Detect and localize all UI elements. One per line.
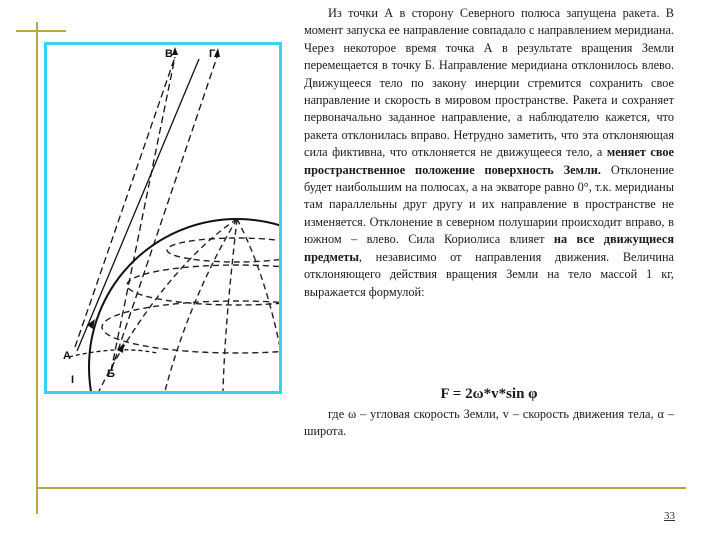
label-a: А [63, 350, 71, 362]
text-part-2: Отклонение будет наибольшим на полюсах, а на экваторе равно 0°, т.к. меридианы там параллельны друг другу и их направление в пространстве не изменяется. Отклонение в северном полушарии происходит вправо, в южном – влево. Сила Кориолиса влияет [304, 162, 674, 247]
frame-bottom-line [36, 487, 686, 489]
globe-diagram [47, 45, 279, 391]
line-a-g [77, 59, 199, 351]
frame-top-line [16, 30, 66, 32]
formula-explanation: где ω – угловая скорость Земли, v – скорость движения тела, α – широта. [304, 407, 674, 439]
parallel-1 [167, 238, 279, 262]
text-bold-1: меняет свое пространственное положение поверхность Земли. [304, 145, 674, 177]
line-b-v [111, 57, 175, 371]
label-g: Г [209, 48, 216, 60]
label-v: В [165, 48, 173, 60]
arc-a-b [69, 350, 157, 357]
text-bold-2: на все движущиеся предметы [304, 232, 674, 264]
main-paragraph [304, 5, 674, 301]
label-i: I [71, 374, 75, 386]
label-b: Б [107, 368, 115, 380]
text-part-1: Из точки А в сторону Северного полюса запущена ракета. В момент запуска ее направление совпадало с направлением меридиана. Через некоторое время точка А в результате вращения Земли перемещается в точку Б. Направление меридиана отклонилось влево. Движущееся тело по закону инерции стремится сохранить свое направление и скорость в мировом пространстве. Ракета и сохраняет первоначально заданное направление, а наблюдателю кажется, что ракета отклонилась вправо. Нетрудно заметить, что эта отклоняющая сила фиктивна, что отклоняется не движущееся тело, а [304, 6, 674, 160]
page-number: 33 [664, 510, 675, 522]
globe-figure [44, 42, 282, 394]
main-text [304, 5, 674, 301]
line-b-g [111, 57, 217, 371]
coriolis-formula: F = 2ω*v*sin φ [440, 386, 538, 402]
frame-left-line [36, 22, 38, 514]
parallel-3 [102, 301, 279, 353]
text-part-3: , независимо от направления движения. Величина отклоняющего действия вращения Земли на тело массой 1 кг, выражается формулой: [304, 249, 674, 299]
